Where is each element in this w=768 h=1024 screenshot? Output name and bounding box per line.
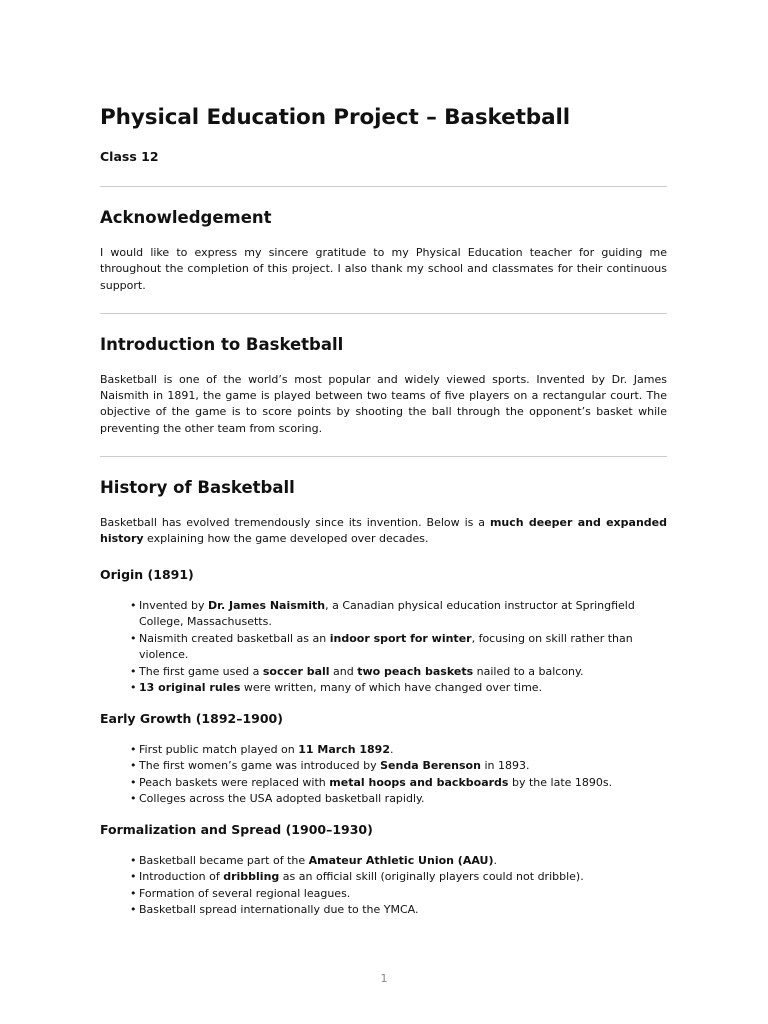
introduction-heading: Introduction to Basketball bbox=[100, 334, 344, 354]
list-item: • Colleges across the USA adopted basketball rapidly. bbox=[100, 791, 667, 808]
list-item: • 13 original rules were written, many of which have changed over time. bbox=[100, 680, 667, 697]
history-intro-bold: much deeper and expanded history bbox=[100, 516, 667, 546]
early-growth-heading: Early Growth (1892–1900) bbox=[100, 710, 283, 726]
early-growth-list bbox=[100, 742, 667, 808]
introduction-text: Basketball is one of the world’s most popular and widely viewed sports. Invented by Dr. James Naismith in 1891, the game is played between two teams of five players on a rectangular court. The objective of the game is to score points by shooting the ball through the opponent’s basket while preventing the other team from scoring. bbox=[100, 372, 667, 435]
history-intro-text-end: explaining how the game developed over decades. bbox=[143, 532, 429, 546]
list-item: • Naismith created basketball as an indoor sport for winter, focusing on skill rather than violence. bbox=[100, 631, 667, 664]
page-subtitle: Class 12 bbox=[100, 149, 159, 164]
origin-heading: Origin (1891) bbox=[100, 566, 194, 582]
document-page bbox=[100, 100, 667, 919]
divider bbox=[100, 456, 667, 457]
list-item: • Formation of several regional leagues. bbox=[100, 886, 667, 903]
list-item: • The first game used a soccer ball and two peach baskets nailed to a balcony. bbox=[100, 664, 667, 681]
history-heading: History of Basketball bbox=[100, 478, 295, 498]
formalization-list bbox=[100, 853, 667, 919]
list-item: • Invented by Dr. James Naismith, a Canadian physical education instructor at Springfield College, Massachusetts. bbox=[100, 598, 667, 631]
list-item: • First public match played on 11 March 1892. bbox=[100, 742, 667, 759]
list-item: • The first women’s game was introduced by Senda Berenson in 1893. bbox=[100, 758, 667, 775]
list-item: • Basketball became part of the Amateur Athletic Union (AAU). bbox=[100, 853, 667, 870]
list-item: • Introduction of dribbling as an official skill (originally players could not dribble). bbox=[100, 869, 667, 886]
acknowledgement-text: I would like to express my sincere gratitude to my Physical Education teacher for guiding me throughout the completion of this project. I also thank my school and classmates for their continuous support. bbox=[100, 246, 667, 292]
page-title: Physical Education Project – Basketball bbox=[100, 105, 571, 130]
divider bbox=[100, 186, 667, 187]
divider bbox=[100, 313, 667, 314]
origin-list bbox=[100, 598, 667, 697]
formalization-heading: Formalization and Spread (1900–1930) bbox=[100, 821, 373, 837]
list-item: • Basketball spread internationally due to the YMCA. bbox=[100, 902, 667, 919]
list-item: • Peach baskets were replaced with metal hoops and backboards by the late 1890s. bbox=[100, 775, 667, 792]
page-number: 1 bbox=[380, 972, 388, 985]
history-intro bbox=[100, 515, 667, 548]
acknowledgement-heading: Acknowledgement bbox=[100, 208, 272, 227]
history-intro-text: Basketball has evolved tremendously since its invention. Below is a bbox=[100, 516, 490, 530]
